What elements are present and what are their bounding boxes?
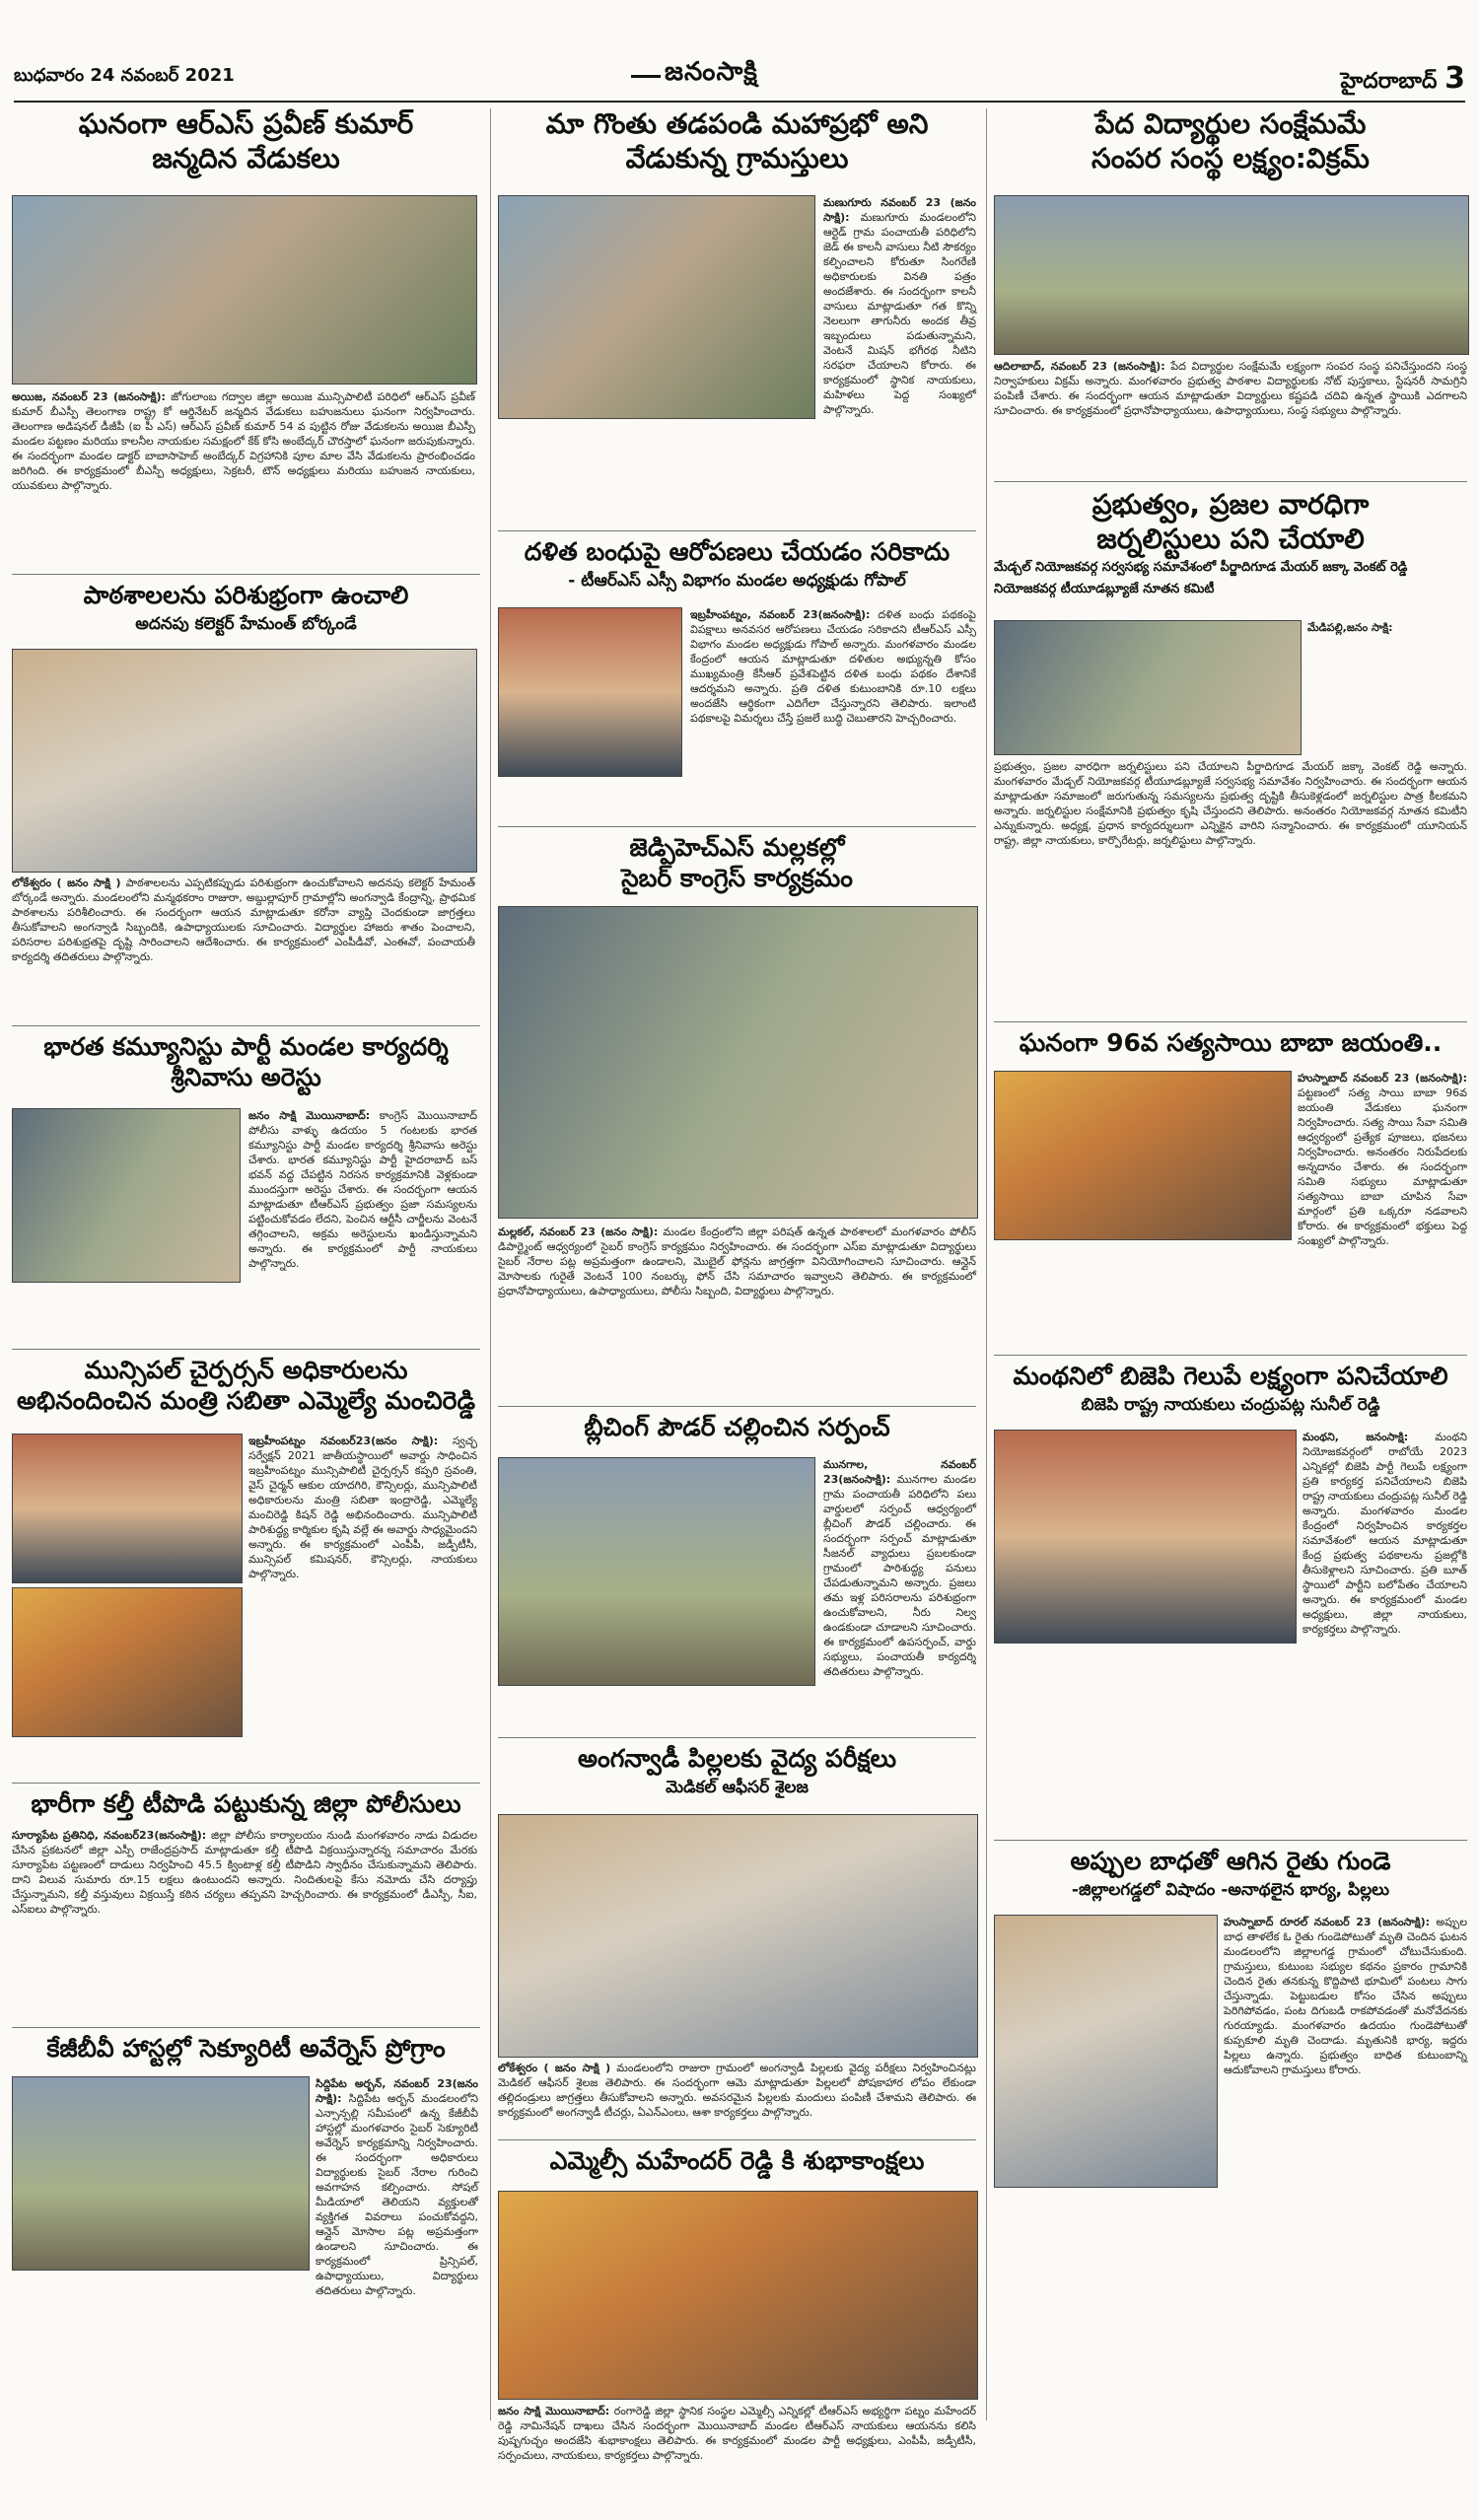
article-schools-clean bbox=[12, 580, 480, 1063]
article-photo bbox=[498, 1457, 815, 1686]
article-body: సిద్దిపేట అర్బన్, నవంబర్ 23(జనం సాక్షి): సిద్దిపేట అర్బన్ మండలంలోని ఎన్సాన్పల్లి సమీపంలో ఉన్న కేజీబీవీ హాస్టల్లో మంగళవారం సైబర్ సెక్యూరిటీ అవేర్నెస్ కార్యక్రమాన్ని నిర్వహించారు. ఈ సందర్భంగా అధికారులు విద్యార్థులకు సైబర్ నేరాల గురించి అవగాహన కల్పించారు. సోషల్ మీడియాలో తెలియని వ్యక్తులతో వ్యక్తిగత వివరాలు పంచుకోవద్దని, ఆన్లైన్ మోసాల పట్ల అప్రమత్తంగా ఉండాలని సూచించారు. ఈ కార్యక్రమంలో ప్రిన్సిపల్, ఉపాధ్యాయులు, విద్యార్థులు తదితరులు పాల్గొన్నారు. bbox=[316, 2077, 478, 2297]
headline: బ్లీచింగ్ పౌడర్ చల్లించిన సర్పంచ్ bbox=[584, 1413, 890, 1441]
article-separator bbox=[12, 1025, 480, 1026]
article-separator bbox=[498, 1406, 976, 1407]
article-photo bbox=[12, 1108, 241, 1283]
masthead-rule bbox=[14, 101, 1465, 103]
headline: ఘనంగా ఆర్ఎస్ ప్రవీణ్ కుమార్ జన్మదిన వేడుకలు bbox=[78, 107, 414, 175]
article-separator bbox=[994, 481, 1467, 482]
article-praveen-birthday bbox=[12, 106, 480, 590]
logo-mark-icon bbox=[631, 55, 661, 78]
article-photo bbox=[994, 620, 1302, 755]
article-photo bbox=[12, 1587, 243, 1737]
page-number: 3 bbox=[1444, 61, 1465, 96]
article-body: సూర్యాపేట ప్రతినిధి, నవంబర్23(జనంసాక్షి): జిల్లా పోలీసు కార్యాలయం నుండి మంగళవారం నాడు విడుదల చేసిన ప్రకటనలో జిల్లా ఎస్పీ రాజేంద్రప్రసాద్ మాట్లాడుతూ కల్తీ టీపొడి విక్రయిస్తున్నారన్న సమాచారం మేరకు సూర్యాపేట పట్టణంలో దాడులు నిర్వహించి 45.5 క్వింటాళ్ల కల్తీ టీపొడిని స్వాధీనం చేసుకున్నామని తెలిపారు. దాని విలువ సుమారు రూ.15 లక్షలు ఉంటుందని అన్నారు. నిందితులపై కేసు నమోదు చేసి దర్యాప్తు చేస్తున్నామని, కల్తీ వస్తువులు విక్రయిస్తే కఠిన చర్యలు తప్పవని హెచ్చరించారు. ఈ కార్యక్రమంలో డీఎస్పీ, సీఐ, ఎస్ఐలు పాల్గొన్నారు. bbox=[12, 1829, 477, 1916]
article-sathya-sai bbox=[994, 1027, 1467, 1353]
article-anganwadi-health bbox=[498, 1743, 976, 2119]
article-body-side: మేడిపల్లి,జనం సాక్షి: bbox=[1307, 621, 1393, 634]
article-body: జనం సాక్షి మొయినాబాద్: కాంగ్రెస్ మొయినాబాద్ పోలీసు వాళ్ళు ఉదయం 5 గంటలకు భారత కమ్యూనిస్టు పార్టీ మండల కార్యదర్శి శ్రీనివాసు అరెస్టు చేశారు. భారత కమ్యూనిస్టు పార్టీ హైదరాబాద్ బస్ భవన్ వద్ద చేపట్టిన నిరసన కార్యక్రమానికి వెళ్లకుండా ముందస్తుగా అరెస్టు చేశారు. ఈ సందర్భంగా ఆయన మాట్లాడుతూ టీఆర్ఎస్ ప్రభుత్వం ప్రజా సమస్యలను పట్టించుకోవడం లేదని, పెంచిన ఆర్టీసీ చార్జీలను వెంటనే తగ్గించాలని, అక్రమ అరెస్టులను ఖండిస్తున్నామని అన్నారు. ఈ కార్యక్రమంలో పార్టీ నాయకులు పాల్గొన్నారు. bbox=[248, 1109, 478, 1270]
article-body: లోకేశ్వరం ( జనం సాక్షి ) మండలంలోని రాజురా గ్రామంలో అంగన్వాడీ పిల్లలకు వైద్య పరీక్షలు నిర్వహించినట్లు మెడికల్ ఆఫీసర్ శైలజ తెలిపారు. ఈ సందర్భంగా ఆమె మాట్లాడుతూ పిల్లలలో పోషకాహార లోపం లేకుండా తల్లిదండ్రులు జాగ్రత్తలు తీసుకోవాలని అన్నారు. అవసరమైన పిల్లలకు మందులు పంపిణీ చేశామని తెలిపారు. ఈ కార్యక్రమంలో అంగన్వాడీ టీచర్లు, ఏఎన్ఎంలు, ఆశా కార్యకర్తలు పాల్గొన్నారు. bbox=[498, 2062, 976, 2119]
article-body: లోకేశ్వరం ( జనం సాక్షి ) పాఠశాలలను ఎప్పటికప్పుడు పరిశుభ్రంగా ఉంచుకోవాలని అదనపు కలెక్టర్ హేమంత్ బోర్కండే అన్నారు. మండలంలోని మన్మథకరాం రాజురా, అబ్దుల్లాపూర్ గ్రామాల్లోని అంగన్వాడి కేంద్రాన్ని, ప్రాథమిక పాఠశాలను పరిశీలించారు. ఈ సందర్భంగా ఆయన మాట్లాడుతూ కరోనా వ్యాప్తి చెందకుండా జాగ్రత్తలు తీసుకోవాలని అంగన్వాడి సిబ్బందికి, ఉపాధ్యాయులకు సూచించారు. విద్యార్థుల హాజరు శాతం పెంచాలని, పరిసరాల పరిశుభ్రతపై దృష్టి సారించాలని ఆదేశించారు. ఈ కార్యక్రమంలో ఎంపీడీవో, ఎంఈవో, పంచాయతీ కార్యదర్శి తదితరులు పాల్గొన్నారు. bbox=[12, 876, 476, 963]
article-photo bbox=[498, 906, 978, 1219]
article-body: హుస్నాబాద్ రూరల్ నవంబర్ 23 (జనంసాక్షి): అప్పుల బాధ తాళలేక ఓ రైతు గుండెపోటుతో మృతి చెందిన ఘటన మండలంలోని జిల్లాలగడ్డ గ్రామంలో చోటుచేసుకుంది. గ్రామస్తులు, కుటుంబ సభ్యుల కథనం ప్రకారం గ్రామానికి చెందిన రైతు తనకున్న కొద్దిపాటి భూమిలో పంటలు సాగు చేస్తున్నాడు. పెట్టుబడుల కోసం చేసిన అప్పులు పెరిగిపోవడం, పంట దిగుబడి రాకపోవడంతో మనోవేదనకు గురయ్యాడు. మంగళవారం ఉదయం గుండెపోటుతో కుప్పకూలి మృతి చెందాడు. మృతునికి భార్య, ఇద్దరు పిల్లలు ఉన్నారు. ప్రభుత్వం బాధిత కుటుంబాన్ని ఆదుకోవాలని గ్రామస్తులు కోరారు. bbox=[1224, 1916, 1467, 2076]
article-photo bbox=[498, 2191, 978, 2400]
article-photo bbox=[994, 1071, 1292, 1240]
article-separator bbox=[12, 1349, 480, 1350]
subheadline: -జిల్లాలగడ్డలో విషాదం -అనాథలైన భార్య, పిల్లలు bbox=[1071, 1880, 1390, 1901]
article-sampara-students bbox=[994, 106, 1467, 501]
article-cpi-arrest bbox=[12, 1031, 480, 1406]
subheadline: మెడికల్ ఆఫీసర్ శైలజ bbox=[666, 1778, 809, 1798]
article-photo bbox=[498, 1814, 978, 2058]
column-divider bbox=[490, 108, 491, 2420]
article-separator bbox=[498, 2139, 976, 2140]
article-photo bbox=[12, 2076, 310, 2271]
article-photo bbox=[12, 1434, 243, 1583]
article-separator bbox=[12, 574, 480, 575]
subheadline: మేడ్చల్ నియోజకవర్గ సర్వసభ్య సమావేశంలో పీర్జాదిగూడ మేయర్ జక్కా వెంకట్ రెడ్డి bbox=[994, 560, 1408, 575]
article-separator bbox=[12, 1783, 480, 1784]
newspaper-name: జనంసాక్షి bbox=[665, 57, 758, 87]
article-body: మల్లకల్, నవంబర్ 23 (జనం సాక్షి): మండల కేంద్రంలోని జిల్లా పరిషత్ ఉన్నత పాఠశాలలో మంగళవారం పోలీస్ డిపార్ట్మెంట్ ఆధ్వర్యంలో సైబర్ కాంగ్రెస్ కార్యక్రమం నిర్వహించారు. ఈ సందర్భంగా ఎస్ఐ మాట్లాడుతూ విద్యార్థులు సైబర్ నేరాల పట్ల అప్రమత్తంగా ఉండాలని, మొబైల్ ఫోన్లను జాగ్రత్తగా వినియోగించాలని సూచించారు. ఆన్లైన్ మోసాలకు గురైతే వెంటనే 100 నంబర్కు ఫోన్ చేసి సమాచారం ఇవ్వాలని తెలిపారు. ఈ కార్యక్రమంలో ప్రధానోపాధ్యాయులు, ఉపాధ్యాయులు, పోలీసు సిబ్బంది, విద్యార్థులు పాల్గొన్నారు. bbox=[498, 1225, 976, 1297]
article-photo bbox=[498, 195, 815, 419]
headline: మంథనిలో బిజెపి గెలుపే లక్ష్యంగా పనిచేయాలి bbox=[1013, 1362, 1448, 1390]
article-photo bbox=[12, 649, 477, 873]
article-body: హుస్నాబాద్ నవంబర్ 23 (జనంసాక్షి): పట్టణంలో సత్య సాయి బాబా 96వ జయంతి వేడుకలు ఘనంగా నిర్వహించారు. సత్య సాయి సేవా సమితి ఆధ్వర్యంలో ప్రత్యేక పూజలు, భజనలు నిర్వహించారు. అనంతరం నిరుపేదలకు అన్నదానం చేశారు. ఈ సందర్భంగా సమితి సభ్యులు మాట్లాడుతూ సత్యసాయి బాబా చూపిన సేవా మార్గంలో ప్రతి ఒక్కరూ నడవాలని కోరారు. ఈ కార్యక్రమంలో భక్తులు పెద్ద సంఖ్యలో పాల్గొన్నారు. bbox=[1298, 1072, 1467, 1247]
article-body: ఇబ్రహీంపట్నం, నవంబర్ 23(జనంసాక్షి): దళిత బంధు పథకంపై విపక్షాలు అనవసర ఆరోపణలు చేయడం సరికాదని టీఆర్ఎస్ ఎస్సీ విభాగం మండల అధ్యక్షుడు గోపాల్ అన్నారు. మంగళవారం మండల కేంద్రంలో ఆయన మాట్లాడుతూ దళితుల అభ్యున్నతి కోసం ముఖ్యమంత్రి కేసీఆర్ ప్రవేశపెట్టిన దళిత బంధు పథకం దేశానికే ఆదర్శమని అన్నారు. ప్రతి దళిత కుటుంబానికి రూ.10 లక్షలు అందజేసి ఆర్థికంగా ఎదిగేలా చేస్తున్నారని తెలిపారు. ఇలాంటి పథకాలపై విమర్శలు చేస్తే ప్రజలే బుద్ధి చెబుతారని హెచ్చరించారు. bbox=[690, 608, 977, 725]
article-separator bbox=[994, 1355, 1467, 1356]
masthead bbox=[0, 0, 1479, 96]
headline: మున్సిపల్ చైర్పర్సన్ అధికారులను అభినందించిన మంత్రి సబితా ఎమ్మెల్యే మంచిరెడ్డి bbox=[16, 1356, 476, 1416]
article-photo bbox=[994, 1915, 1218, 2188]
subheadline: బిజెపి రాష్ట్ర నాయకులు చంద్రుపట్ల సునీల్ రెడ్డి bbox=[1081, 1395, 1380, 1416]
article-body: మంథని, జనంసాక్షి: మంథని నియోజకవర్గంలో రాబోయే 2023 ఎన్నికల్లో బిజెపి పార్టీ గెలుపే లక్ష్యంగా ప్రతి కార్యకర్త పనిచేయాలని బిజెపి రాష్ట్ర నాయకులు చంద్రుపట్ల సునీల్ రెడ్డి అన్నారు. మంగళవారం మండల కేంద్రంలో నిర్వహించిన కార్యకర్తల సమావేశంలో ఆయన మాట్లాడుతూ కేంద్ర ప్రభుత్వ పథకాలను ప్రజల్లోకి తీసుకెళ్లాలని సూచించారు. ప్రతి బూత్ స్థాయిలో పార్టీని బలోపేతం చేయాలని అన్నారు. ఈ కార్యక్రమంలో మండల అధ్యక్షులు, జిల్లా నాయకులు, కార్యకర్తలు పాల్గొన్నారు. bbox=[1303, 1431, 1467, 1636]
article-photo bbox=[994, 1430, 1297, 1644]
article-farmer-death bbox=[994, 1846, 1467, 2427]
subheadline: అదనపు కలెక్టర్ హేమంత్ బోర్కండే bbox=[135, 614, 357, 635]
headline: పాఠశాలలను పరిశుభ్రంగా ఉంచాలి bbox=[83, 581, 409, 609]
article-body: అయిజ, నవంబర్ 23 (జనంసాక్షి): జోగులాంబ గద్వాల జిల్లా అయిజ మున్సిపాలిటీ పరిధిలో ఆర్ఎస్ ప్రవీణ్ కుమార్ బీఎస్పీ తెలంగాణ రాష్ట్ర కో ఆర్డినేటర్ జన్మదిన వేడుకలు బహుజనులు ఘనంగా నిర్వహించారు. తెలంగాణ అడిషనల్ డీజీపీ (ఐ పీ ఎస్) ఆర్ఎస్ ప్రవీణ్ కుమార్ 54 వ పుట్టిన రోజు వేడుకలను అయిజ బీఎస్పీ మండల పట్టణం మరియు కాలనీల నాయకుల సమక్షంలో కేక్ కోసి అంబేద్కర్ చౌరస్తాలో ఘనంగా జరుపుకున్నారు. ఈ సందర్భంగా మండల డాక్టర్ బాబాసాహెబ్ అంబేద్కర్ విగ్రహానికి పూల మాల వేసి వేడుకలను ప్రారంభించడం జరిగింది. ఈ కార్యక్రమంలో బీఎస్పీ అధ్యక్షులు, సెక్రటరీ, టౌన్ అధ్యక్షులు మరియు బహుజన నాయకులు, యువకులు పాల్గొన్నారు. bbox=[12, 390, 476, 492]
article-municipal-award bbox=[12, 1355, 480, 1798]
column-divider bbox=[986, 108, 987, 2420]
headline: అప్పుల బాధతో ఆగిన రైతు గుండె bbox=[1070, 1847, 1391, 1875]
article-body: జనం సాక్షి మొయినాబాద్: రంగారెడ్డి జిల్లా స్థానిక సంస్థల ఎమ్మెల్సీ ఎన్నికల్లో టీఆర్ఎస్ అభ్యర్థిగా పట్నం మహేందర్ రెడ్డి నామినేషన్ దాఖలు చేసిన సందర్భంగా మొయినాబాద్ మండల టీఆర్ఎస్ నాయకులు ఆయనను కలిసి పుష్పగుచ్ఛం అందజేసి శుభాకాంక్షలు తెలిపారు. ఈ కార్యక్రమంలో మండల పార్టీ అధ్యక్షులు, ఎంపీపీ, జడ్పీటీసీ, సర్పంచులు, నాయకులు, కార్యకర్తలు పాల్గొన్నారు. bbox=[498, 2405, 976, 2462]
article-body: ఆదిలాబాద్, నవంబర్ 23 (జనంసాక్షి): పేద విద్యార్థుల సంక్షేమమే లక్ష్యంగా సంపర సంస్థ పనిచేస్తుందని సంస్థ నిర్వాహకులు విక్రమ్ అన్నారు. మంగళవారం ప్రభుత్వ పాఠశాల విద్యార్థులకు నోట్ పుస్తకాలు, స్టేషనరీ సామగ్రిని పంపిణీ చేశారు. ఈ సందర్భంగా ఆయన మాట్లాడుతూ విద్యార్థులు కష్టపడి చదివి ఉన్నత స్థాయికి ఎదగాలని సూచించారు. ఈ కార్యక్రమంలో ప్రధానోపాధ్యాయులు, ఉపాధ్యాయులు, సంస్థ సభ్యులు పాల్గొన్నారు. bbox=[994, 360, 1467, 417]
headline: మా గొంతు తడపండి మహాప్రభో అని వేడుకున్న గ్రామస్తులు bbox=[545, 107, 929, 175]
article-body: మణుగూరు నవంబర్ 23 (జనం సాక్షి): మణుగూరు మండలంలోని ఆర్టెడ్ గ్రామ పంచాయతీ పరిధిలోని జెడ్ ఈ కాలనీ వాసులు నీటి సౌకర్యం కల్పించాలని కోరుతూ సింగరేణి అధికారులకు వినతి పత్రం అందజేశారు. ఈ సందర్భంగా కాలనీ వాసులు మాట్లాడుతూ గత కొన్ని నెలలుగా తాగునీరు అందక తీవ్ర ఇబ్బందులు పడుతున్నామని, వెంటనే మిషన్ భగీరథ నీటిని సరఫరా చేయాలని కోరారు. ఈ కార్యక్రమంలో స్థానిక నాయకులు, మహిళలు పెద్ద సంఖ్యలో పాల్గొన్నారు. bbox=[823, 196, 976, 416]
article-fake-tea bbox=[12, 1788, 480, 2030]
article-separator bbox=[498, 530, 976, 531]
article-photo bbox=[994, 195, 1469, 355]
article-body: ప్రభుత్వం, ప్రజల వారధిగా జర్నలిస్టులు పని చేయాలని పీర్జాదిగూడ మేయర్ జక్కా వెంకట్ రెడ్డి అన్నారు. మంగళవారం మేడ్చల్ నియోజకవర్గ టీయూడబ్ల్యూజే సర్వసభ్య సమావేశం నిర్వహించారు. ఈ సందర్భంగా ఆయన మాట్లాడుతూ సమాజంలో జరుగుతున్న సమస్యలను ప్రభుత్వ దృష్టికి తీసుకెళ్లడంలో జర్నలిస్టుల పాత్ర కీలకమని అన్నారు. జర్నలిస్టుల సంక్షేమానికి ప్రభుత్వం కృషి చేస్తుందని తెలిపారు. అనంతరం నియోజకవర్గ నూతన కమిటీని ఎన్నుకున్నారు. అధ్యక్ష, ప్రధాన కార్యదర్శులుగా ఎన్నికైన వారిని సన్మానించారు. ఈ కార్యక్రమంలో యూనియన్ రాష్ట్ర, జిల్లా నాయకులు, కార్పొరేటర్లు, జర్నలిస్టులు పాల్గొన్నారు. bbox=[994, 760, 1467, 847]
headline: ఎమ్మెల్సీ మహేందర్ రెడ్డి కి శుభాకాంక్షలు bbox=[549, 2146, 925, 2175]
article-separator bbox=[994, 1840, 1467, 1841]
article-kgbv-security bbox=[12, 2033, 480, 2417]
headline: పేద విద్యార్థుల సంక్షేమమే సంపర సంస్థ లక్ష్యం:విక్రమ్ bbox=[1092, 107, 1370, 175]
article-separator bbox=[498, 826, 976, 827]
article-mlc-wishes bbox=[498, 2145, 976, 2520]
headline: జెడ్పిహెచ్ఎస్ మల్లకల్లో సైబర్ కాంగ్రెస్ కార్యక్రమం bbox=[621, 833, 853, 893]
article-cyber-congress bbox=[498, 832, 976, 1443]
headline: ఘనంగా 96వ సత్యసాయి బాబా జయంతి.. bbox=[1019, 1028, 1443, 1057]
edition-city bbox=[1340, 61, 1465, 99]
headline: దళిత బంధుపై ఆరోపణలు చేయడం సరికాదు bbox=[524, 537, 951, 566]
headline: భారీగా కల్తీ టీపొడి పట్టుకున్న జిల్లా పోలీసులు bbox=[31, 1789, 461, 1818]
article-separator bbox=[12, 2027, 480, 2028]
article-separator bbox=[994, 1021, 1467, 1022]
article-dalit-bandhu bbox=[498, 536, 976, 832]
headline: కేజీబీవీ హాస్టల్లో సెక్యూరిటీ అవేర్నెస్ ప్రోగ్రాం bbox=[46, 2034, 446, 2063]
headline: ప్రభుత్వం, ప్రజల వారధిగా జర్నలిస్టులు పని చేయాలి bbox=[1092, 488, 1370, 555]
subheadline: - టీఆర్ఎస్ ఎస్సీ విభాగం మండల అధ్యక్షుడు గోపాల్ bbox=[568, 571, 906, 592]
headline: అంగన్వాడీ పిల్లలకు వైద్య పరీక్షలు bbox=[578, 1744, 896, 1773]
newspaper-logo bbox=[631, 57, 758, 93]
article-photo bbox=[12, 195, 477, 385]
article-body: మునగాల, నవంబర్ 23(జనంసాక్షి): మునగాల మండల గ్రామ పంచాయతీ పరిధిలోని పలు వార్డులలో సర్పంచ్ ఆధ్వర్యంలో బ్లీచింగ్ పౌడర్ చల్లించారు. ఈ సందర్భంగా సర్పంచ్ మాట్లాడుతూ సీజనల్ వ్యాధులు ప్రబలకుండా గ్రామంలో పారిశుద్ధ్య పనులు చేపడుతున్నామని అన్నారు. ప్రజలు తమ ఇళ్ల పరిసరాలను పరిశుభ్రంగా ఉంచుకోవాలని, నీరు నిల్వ ఉండకుండా చూడాలని సూచించారు. ఈ కార్యక్రమంలో ఉపసర్పంచ్, వార్డు సభ్యులు, పంచాయతీ కార్యదర్శి తదితరులు పాల్గొన్నారు. bbox=[823, 1458, 976, 1678]
city-name: హైదరాబాద్ bbox=[1340, 69, 1438, 94]
article-photo bbox=[498, 607, 682, 777]
issue-date: బుధవారం 24 నవంబర్ 2021 bbox=[14, 65, 235, 86]
article-bleaching bbox=[498, 1412, 976, 1767]
article-separator bbox=[498, 1737, 976, 1738]
article-manthani-bjp bbox=[994, 1361, 1467, 1854]
article-body: ఇబ్రహీంపట్నం నవంబర్23(జనం సాక్షి): స్వచ్ఛ సర్వేక్షన్ 2021 జాతీయస్థాయిలో అవార్డు సాధించిన ఇబ్రహీంపట్నం మున్సిపాలిటీ చైర్పర్సన్ కప్పరి స్రవంతి, వైస్ చైర్మన్ ఆకుల యాదగిరి, కౌన్సిలర్లు, మున్సిపాలిటీ అధికారులను మంత్రి సబితా ఇంద్రారెడ్డి, ఎమ్మెల్యే మంచిరెడ్డి కిషన్ రెడ్డి అభినందించారు. మున్సిపాలిటీ పారిశుద్ధ్య కార్మికుల కృషి వల్లే ఈ అవార్డు సాధ్యమైందని అన్నారు. ఈ కార్యక్రమంలో ఎంపీపీ, జడ్పీటీసీ, మున్సిపల్ కమిషనర్, కౌన్సిలర్లు, నాయకులు పాల్గొన్నారు. bbox=[248, 1435, 477, 1580]
article-water-plea bbox=[498, 106, 976, 540]
headline: భారత కమ్యూనిస్టు పార్టీ మండల కార్యదర్శి శ్రీనివాసు అరెస్టు bbox=[43, 1032, 449, 1092]
subheadline: నియోజకవర్గ టీయూడబ్ల్యూజే నూతన కమిటీ bbox=[994, 582, 1215, 596]
